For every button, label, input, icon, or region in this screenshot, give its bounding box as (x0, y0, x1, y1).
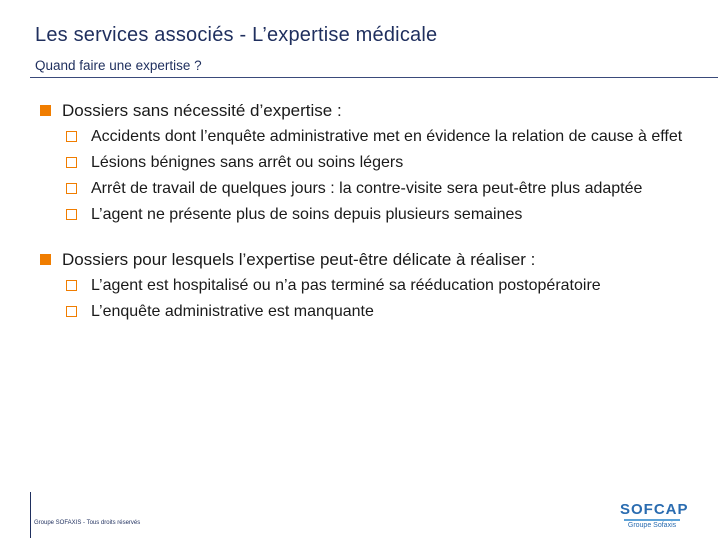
checkbox-bullet-icon (66, 157, 77, 168)
section-heading: Dossiers pour lesquels l’expertise peut-être délicate à réaliser : (40, 249, 700, 270)
logo-name: SOFCAP (620, 501, 689, 518)
footer-divider (30, 492, 31, 538)
bullet-list (40, 126, 700, 225)
slide-subtitle: Quand faire une expertise ? (35, 58, 202, 73)
section-no-expertise (40, 100, 700, 225)
list-item: L’agent ne présente plus de soins depuis plusieurs semaines (91, 204, 700, 225)
list-item: L’enquête administrative est manquante (91, 301, 700, 322)
slide-content (40, 100, 700, 346)
checkbox-bullet-icon (66, 183, 77, 194)
square-bullet-icon (40, 254, 51, 265)
slide-title: Les services associés - L’expertise médicale (35, 24, 438, 46)
square-bullet-icon (40, 105, 51, 116)
checkbox-bullet-icon (66, 306, 77, 317)
checkbox-bullet-icon (66, 280, 77, 291)
checkbox-bullet-icon (66, 131, 77, 142)
header-divider (30, 77, 718, 78)
logo-underline (624, 519, 680, 521)
checkbox-bullet-icon (66, 209, 77, 220)
list-item: L’agent est hospitalisé ou n’a pas terminé sa rééducation postopératoire (91, 275, 700, 296)
list-item: Arrêt de travail de quelques jours : la contre-visite sera peut-être plus adaptée (91, 178, 700, 199)
list-item: Accidents dont l’enquête administrative met en évidence la relation de cause à effet (91, 126, 700, 147)
bullet-list (40, 275, 700, 322)
list-item: Lésions bénignes sans arrêt ou soins légers (91, 152, 700, 173)
footer-copyright: Groupe SOFAXIS - Tous droits réservés (34, 520, 141, 526)
logo-tagline: Groupe Sofaxis (627, 522, 677, 529)
section-delicate-expertise (40, 249, 700, 322)
section-heading: Dossiers sans nécessité d’expertise : (40, 100, 700, 121)
sofcap-logo (620, 501, 689, 530)
